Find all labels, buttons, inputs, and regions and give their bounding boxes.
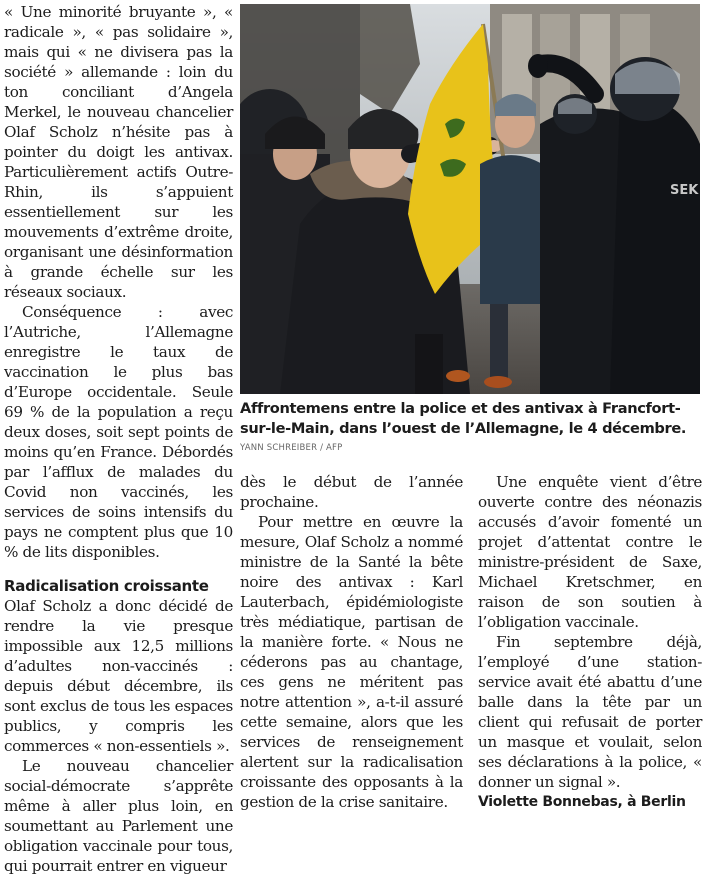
police-badge-text: SEK xyxy=(670,183,699,198)
paragraph: dès le début de l’année prochaine. xyxy=(240,473,463,511)
paragraph: Conséquence : avec l’Autriche, l’Allemagne enregistre le taux de vaccination le plus bas d’Europe occidentale. Seule 69 % de la population a reçu deux doses, soit sept points de moins qu’en France. Débordés par l’afflux de malades du Covid non vaccinés, les services de soins intensifs du pays ne comptent plus que 10 % de lits disponibles. xyxy=(4,303,233,561)
paragraph: Le nouveau chancelier social-démocrate s’apprête même à aller plus loin, en soumettant au Parlement une obligation vaccinale pour tous, qui pourrait entrer en vigueur xyxy=(4,757,233,875)
news-photo xyxy=(240,4,700,394)
paragraph: Une enquête vient d’être ouverte contre des néonazis accusés d’avoir fomenté un projet d’attentat contre le ministre-président de Saxe, Michael Kretschmer, en raison de son soutien à l’obligation vaccinale. xyxy=(478,473,702,631)
paragraph: Pour mettre en œuvre la mesure, Olaf Scholz a nommé ministre de la Santé la bête noire des antivax : Karl Lauterbach, épidémiologiste très médiatique, partisan de la manière forte. « Nous ne céderons pas au chantage, ces gens ne méritent pas notre attention », a-t-il assuré cette semaine, alors que les services de renseignement alertent sur la radicalisation croissante des opposants à la gestion de la crise sanitaire. xyxy=(240,513,463,811)
photo-caption: Affrontemens entre la police et des antivax à Francfort-sur-le-Main, dans l’ouest de l’Allemagne, le 4 décembre. xyxy=(240,400,687,437)
paragraph: Olaf Scholz a donc décidé de rendre la vie presque impossible aux 12,5 millions d’adultes non-vaccinés : depuis début décembre, ils sont exclus de tous les espaces publics, y compris les commerces « non-essentiels ». xyxy=(4,597,233,755)
article-column-1 xyxy=(4,2,233,876)
paragraph: « Une minorité bruyante », « radicale », « pas solidaire », mais qui « ne divisera pas la société » allemande : loin du ton conciliant d’Angela Merkel, le nouveau chancelier Olaf Scholz n’hésite pas à pointer du doigt les antivax. Particulièrement actifs Outre-Rhin, ils s’appuient essentiellement sur les mouvements d’extrême droite, organisant une désinformation à grande échelle sur les réseaux sociaux. xyxy=(4,3,233,301)
article-column-2 xyxy=(240,472,463,812)
article-column-3 xyxy=(478,472,702,812)
photo-credit: YANN SCHREIBER / AFP xyxy=(240,443,343,453)
paragraph: Fin septembre déjà, l’employé d’une station-service avait été abattu d’une balle dans la tête par un client qui refusait de porter un masque et voulait, selon ses déclarations à la police, « donner un signal ». xyxy=(478,633,702,791)
author-signature: Violette Bonnebas, à Berlin xyxy=(478,794,686,810)
section-subheading: Radicalisation croissante xyxy=(4,577,209,595)
